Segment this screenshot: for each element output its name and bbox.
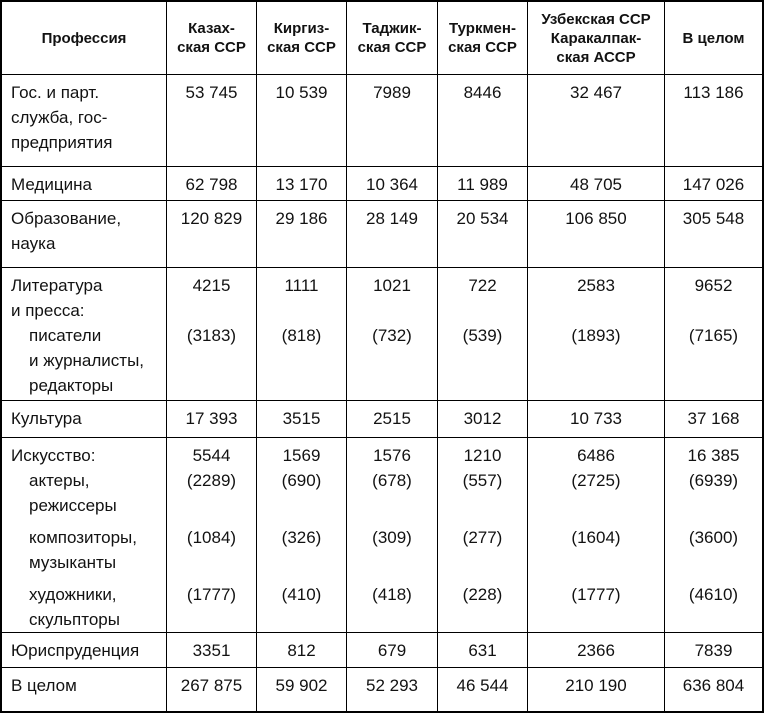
header-cell-kirghiz-ssr (257, 2, 347, 74)
value-cell (528, 668, 665, 711)
value-line (349, 550, 435, 575)
value-line (259, 105, 344, 130)
value-line (440, 575, 525, 582)
value-line: 812 (287, 641, 316, 660)
value-line (259, 575, 344, 582)
value-line (667, 373, 760, 398)
value-line: (410) (281, 585, 322, 604)
value-line (667, 607, 760, 632)
value-line: 5544 (192, 446, 231, 465)
value-line: 62 798 (185, 175, 238, 194)
value-cell (528, 75, 665, 166)
value-line (349, 231, 435, 256)
value-cell (665, 75, 762, 166)
value-line: 113 186 (683, 83, 744, 102)
value-line: 48 705 (570, 175, 622, 194)
profession-line: служба, гос- (11, 108, 108, 127)
value-cell (665, 668, 762, 711)
value-line: (557) (462, 471, 503, 490)
value-cell (528, 401, 665, 437)
value-line: 2583 (577, 276, 615, 295)
value-line: 28 149 (366, 209, 418, 228)
value-line (530, 373, 662, 398)
value-line (440, 105, 525, 130)
value-line: (228) (462, 585, 503, 604)
value-line: 3351 (192, 641, 231, 660)
value-cell (528, 201, 665, 267)
value-line: 10 733 (570, 409, 622, 428)
value-cell (167, 167, 257, 200)
value-line (440, 231, 525, 256)
value-cell (528, 268, 665, 400)
header-line: ская ССР (267, 39, 336, 56)
value-line: (326) (281, 528, 322, 547)
value-cell (167, 401, 257, 437)
value-line (169, 105, 254, 130)
value-cell (257, 201, 347, 267)
value-line: 10 539 (275, 83, 328, 102)
value-line (259, 518, 344, 525)
value-line: (4610) (688, 585, 739, 604)
value-line: (1604) (571, 528, 621, 547)
value-line: 37 168 (687, 409, 740, 428)
value-line: 631 (468, 641, 497, 660)
value-line: 6486 (577, 446, 615, 465)
value-cell (438, 401, 528, 437)
value-cell (347, 167, 438, 200)
profession-line: и журналисты, (29, 351, 145, 370)
profession-cell (2, 268, 167, 400)
value-line: (2725) (571, 471, 621, 490)
table-row-art (2, 438, 762, 633)
value-cell (438, 201, 528, 267)
value-line: 1569 (282, 446, 321, 465)
value-line (259, 348, 344, 373)
value-line: (3183) (186, 326, 237, 345)
value-line: 16 385 (687, 446, 740, 465)
value-line: 2366 (577, 641, 615, 660)
value-line (349, 518, 435, 525)
header-cell-total (665, 2, 762, 74)
header-line: Таджик- (362, 20, 422, 37)
value-line: 46 544 (456, 676, 509, 695)
value-line (667, 130, 760, 155)
header-line: ская АССР (556, 48, 636, 66)
profession-cell (2, 75, 167, 166)
value-line (259, 373, 344, 398)
value-line: (539) (462, 326, 503, 345)
profession-cell (2, 401, 167, 437)
value-line: 13 170 (275, 175, 328, 194)
value-line (349, 575, 435, 582)
value-line: (277) (462, 528, 503, 547)
value-cell (167, 633, 257, 667)
value-line: 7989 (373, 83, 411, 102)
header-cell-turkmen-ssr (438, 2, 528, 74)
value-line: 3012 (463, 409, 502, 428)
profession-line: Юриспруденция (11, 641, 140, 660)
value-line (259, 550, 344, 575)
value-line: 147 026 (682, 175, 745, 194)
header-line: Киргиз- (273, 20, 330, 37)
value-line: (6939) (688, 471, 739, 490)
value-line (259, 298, 344, 323)
profession-cell (2, 201, 167, 267)
profession-line: Культура (11, 409, 82, 428)
value-line: 7839 (694, 641, 733, 660)
value-line (169, 130, 254, 155)
value-line (440, 607, 525, 632)
value-cell (528, 167, 665, 200)
profession-line: писатели (29, 326, 102, 345)
value-line: (732) (372, 326, 412, 345)
value-cell (665, 438, 762, 632)
header-line: Профессия (41, 29, 127, 47)
value-line: 636 804 (682, 676, 745, 695)
value-cell (438, 268, 528, 400)
value-line: 210 190 (565, 676, 627, 695)
profession-line (11, 518, 162, 525)
value-line (349, 493, 435, 518)
value-cell (665, 268, 762, 400)
value-line: 10 364 (366, 175, 418, 194)
value-line: (2289) (186, 471, 237, 490)
value-cell (167, 201, 257, 267)
value-line (440, 518, 525, 525)
value-line (530, 231, 662, 256)
value-cell (257, 438, 347, 632)
value-line (530, 607, 662, 632)
value-line: (1084) (186, 528, 237, 547)
value-cell (347, 75, 438, 166)
value-cell (665, 201, 762, 267)
header-line: ская ССР (357, 39, 427, 56)
value-line: 11 989 (457, 175, 508, 194)
value-line (349, 105, 435, 130)
value-line: 1021 (373, 276, 411, 295)
value-cell (347, 438, 438, 632)
profession-line: Образование, (11, 209, 122, 228)
value-cell (257, 167, 347, 200)
value-line (169, 373, 254, 398)
value-cell (665, 167, 762, 200)
value-line (530, 493, 662, 518)
table-row-medicine (2, 167, 762, 201)
value-line: 679 (377, 641, 407, 660)
profession-cell (2, 167, 167, 200)
profession-line: художники, (29, 585, 117, 604)
value-line: (818) (281, 326, 322, 345)
value-line (530, 348, 662, 373)
profession-line (11, 575, 162, 582)
value-line: 20 534 (456, 209, 509, 228)
value-line (667, 348, 760, 373)
value-cell (347, 268, 438, 400)
value-line: 59 902 (275, 676, 328, 695)
profession-line: Искусство: (11, 446, 96, 465)
profession-line: актеры, (29, 471, 90, 490)
value-line (349, 298, 435, 323)
value-line (440, 130, 525, 155)
profession-cell (2, 438, 167, 632)
value-line: 9652 (694, 276, 733, 295)
value-line (667, 518, 760, 525)
value-cell (347, 401, 438, 437)
profession-line: Медицина (11, 175, 92, 194)
value-line (440, 348, 525, 373)
value-line (530, 575, 662, 582)
profession-line: режиссеры (29, 496, 117, 515)
value-line: 8446 (463, 83, 502, 102)
header-cell-profession (2, 2, 167, 74)
table-row-culture (2, 401, 762, 438)
value-line: (418) (372, 585, 412, 604)
value-line (169, 550, 254, 575)
value-line: 1111 (284, 276, 319, 295)
value-cell (438, 668, 528, 711)
value-cell (257, 401, 347, 437)
profession-cell (2, 633, 167, 667)
value-line (169, 575, 254, 582)
value-cell (257, 268, 347, 400)
value-cell (167, 668, 257, 711)
profession-line: музыканты (29, 553, 117, 572)
table-row-jurisprudence (2, 633, 762, 668)
value-cell (257, 668, 347, 711)
value-cell (528, 438, 665, 632)
value-line (667, 105, 760, 130)
header-line: В целом (682, 29, 745, 47)
table-row-education-science (2, 201, 762, 268)
value-cell (347, 633, 438, 667)
value-line (259, 130, 344, 155)
profession-line: предприятия (11, 133, 113, 152)
value-line (440, 550, 525, 575)
table-header-row (2, 2, 762, 75)
value-line (349, 130, 435, 155)
value-line (530, 518, 662, 525)
value-line: 53 745 (185, 83, 238, 102)
profession-line: скульпторы (29, 610, 120, 629)
value-line (530, 130, 662, 155)
value-line (530, 298, 662, 323)
header-line: Казах- (188, 20, 235, 37)
value-cell (438, 75, 528, 166)
value-cell (167, 268, 257, 400)
value-line: (309) (372, 528, 412, 547)
value-line: 3515 (282, 409, 321, 428)
value-line (667, 575, 760, 582)
profession-line: наука (11, 234, 56, 253)
value-line: 52 293 (366, 676, 418, 695)
value-line: 4215 (192, 276, 231, 295)
value-line (667, 493, 760, 518)
value-line (259, 607, 344, 632)
value-line: (3600) (688, 528, 739, 547)
value-line: 106 850 (565, 209, 627, 228)
value-line: (1777) (571, 585, 621, 604)
value-line: 722 (468, 276, 497, 295)
value-line (169, 298, 254, 323)
value-cell (665, 633, 762, 667)
value-line: (1777) (186, 585, 237, 604)
value-line (667, 231, 760, 256)
profession-line: редакторы (29, 376, 114, 395)
header-line: Узбекская ССР (541, 10, 651, 28)
header-cell-uzbek-ssr-karakalpak-assr (528, 2, 665, 74)
value-line (349, 348, 435, 373)
profession-line: В целом (11, 676, 77, 695)
value-line: (1893) (571, 326, 621, 345)
value-line (667, 298, 760, 323)
value-line: 17 393 (185, 409, 238, 428)
value-line (259, 493, 344, 518)
profession-line: и пресса: (11, 301, 85, 320)
value-cell (347, 201, 438, 267)
value-line: 2515 (373, 409, 411, 428)
value-line (440, 373, 525, 398)
table-row-literature-press (2, 268, 762, 401)
value-cell (665, 401, 762, 437)
profession-line: Гос. и парт. (11, 83, 100, 102)
value-cell (257, 633, 347, 667)
header-line: Каракалпак- (550, 29, 642, 47)
value-line (169, 348, 254, 373)
table-row-gov-party-service (2, 75, 762, 167)
value-cell (167, 75, 257, 166)
header-cell-kazakh-ssr (167, 2, 257, 74)
value-line (530, 105, 662, 130)
value-line: 1210 (463, 446, 502, 465)
header-line: ская ССР (448, 39, 517, 56)
value-line (440, 493, 525, 518)
value-line: (7165) (688, 326, 739, 345)
value-line (530, 550, 662, 575)
value-cell (528, 633, 665, 667)
value-line (349, 607, 435, 632)
value-cell (438, 438, 528, 632)
value-line: 120 829 (180, 209, 243, 228)
value-line (169, 493, 254, 518)
value-line: 305 548 (682, 209, 745, 228)
value-line (259, 231, 344, 256)
header-line: Туркмен- (449, 20, 516, 37)
value-line (169, 231, 254, 256)
value-cell (438, 633, 528, 667)
table-row-total (2, 668, 762, 711)
value-line: (678) (372, 471, 412, 490)
value-line: 32 467 (570, 83, 622, 102)
header-line: ская ССР (177, 39, 246, 56)
value-cell (167, 438, 257, 632)
value-line: 267 875 (180, 676, 243, 695)
value-cell (347, 668, 438, 711)
profession-line: композиторы, (29, 528, 137, 547)
value-line (169, 607, 254, 632)
value-line (667, 550, 760, 575)
value-line: 1576 (373, 446, 411, 465)
profession-cell (2, 668, 167, 711)
value-line (169, 518, 254, 525)
value-line: (690) (281, 471, 322, 490)
value-cell (438, 167, 528, 200)
value-line: 29 186 (275, 209, 328, 228)
value-cell (257, 75, 347, 166)
value-line (440, 298, 525, 323)
profession-line: Литература (11, 276, 103, 295)
header-cell-tajik-ssr (347, 2, 438, 74)
value-line (349, 373, 435, 398)
